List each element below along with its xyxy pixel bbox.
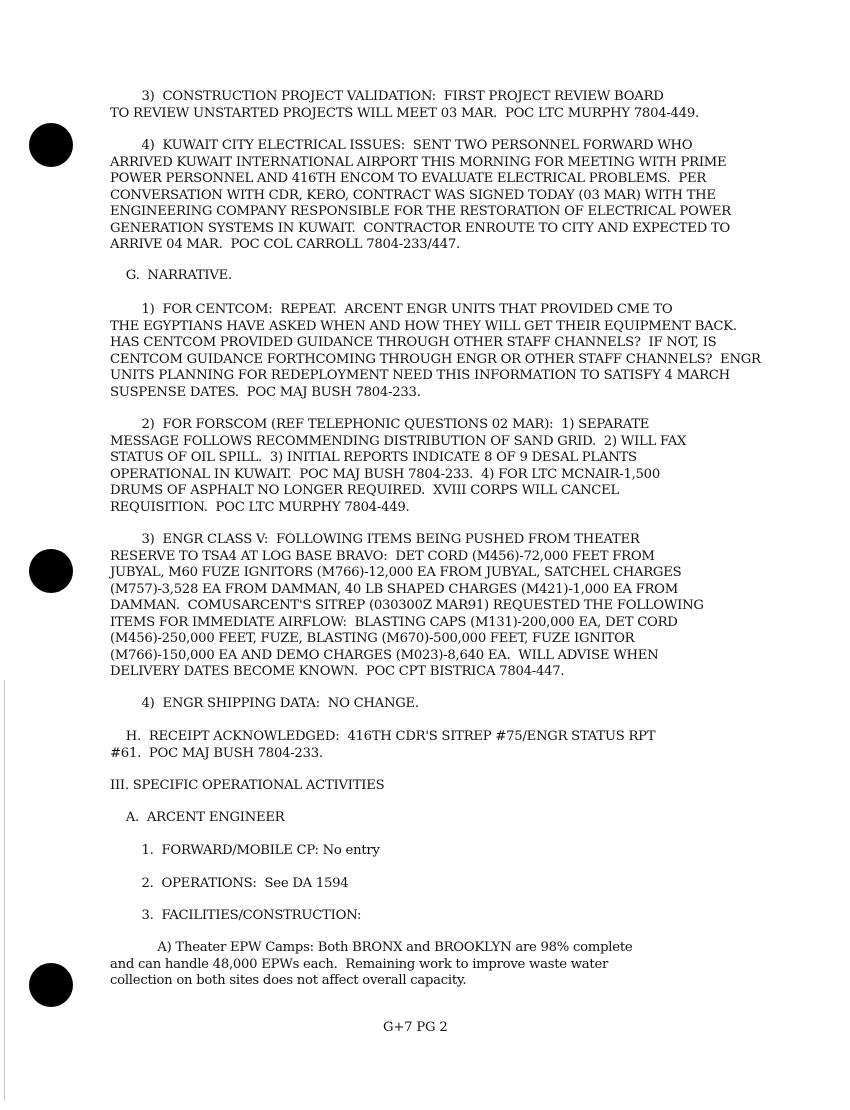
heading-narrative: G. NARRATIVE.	[110, 268, 232, 283]
paragraph-theater-epw-camps: A) Theater EPW Camps: Both BRONX and BROOKLYN are 98% complete and can handle 48,000 EPWs each. Remaining work to improve waste water collection on both sites does not affect overall capacity.	[110, 940, 633, 988]
paragraph-receipt-acknowledged: H. RECEIPT ACKNOWLEDGED: 416TH CDR'S SITREP #75/ENGR STATUS RPT #61. POC MAJ BUSH 7804-233.	[110, 729, 656, 761]
item-forward-mobile-cp: 1. FORWARD/MOBILE CP: No entry	[110, 843, 380, 858]
paragraph-forscom: 2) FOR FORSCOM (REF TELEPHONIC QUESTIONS 02 MAR): 1) SEPARATE MESSAGE FOLLOWS RECOMMENDING DISTRIBUTION OF SAND GRID. 2) WILL FAX STATUS OF OIL SPILL. 3) INITIAL REPORTS INDICATE 8 OF 9 DESAL PLANTS OPERATIONAL IN KUWAIT. POC MAJ BUSH 7804-233. 4) FOR LTC MCNAIR-1,500 DRUMS OF ASPHALT NO LONGER REQUIRED. XVIII CORPS WILL CANCEL REQUISITION. POC LTC MURPHY 7804-449.	[110, 417, 687, 515]
paragraph-kuwait-electrical: 4) KUWAIT CITY ELECTRICAL ISSUES: SENT TWO PERSONNEL FORWARD WHO ARRIVED KUWAIT INTERNATIONAL AIRPORT THIS MORNING FOR MEETING WITH PRIME POWER PERSONNEL AND 416TH ENCOM TO EVALUATE ELECTRICAL PROBLEMS. PER CONVERSATION WITH CDR, KERO, CONTRACT WAS SIGNED TODAY (03 MAR) WITH THE ENGINEERING COMPANY RESPONSIBLE FOR THE RESTORATION OF ELECTRICAL POWER GENERATION SYSTEMS IN KUWAIT. CONTRACTOR ENROUTE TO CITY AND EXPECTED TO ARRIVE 04 MAR. POC COL CARROLL 7804-233/447.	[110, 138, 731, 252]
paragraph-centcom: 1) FOR CENTCOM: REPEAT. ARCENT ENGR UNITS THAT PROVIDED CME TO THE EGYPTIANS HAVE ASKED WHEN AND HOW THEY WILL GET THEIR EQUIPMENT BACK. HAS CENTCOM PROVIDED GUIDANCE THROUGH OTHER STAFF CHANNELS? IF NOT, IS CENTCOM GUIDANCE FORTHCOMING THROUGH ENGR OR OTHER STAFF CHANNELS? ENGR UNITS PLANNING FOR REDEPLOYMENT NEED THIS INFORMATION TO SATISFY 4 MARCH SUSPENSE DATES. POC MAJ BUSH 7804-233.	[110, 302, 761, 400]
heading-arcent-engineer: A. ARCENT ENGINEER	[110, 810, 285, 825]
item-operations: 2. OPERATIONS: See DA 1594	[110, 876, 349, 891]
paragraph-engr-class-v: 3) ENGR CLASS V: FOLLOWING ITEMS BEING PUSHED FROM THEATER RESERVE TO TSA4 AT LOG BASE BRAVO: DET CORD (M456)-72,000 FEET FROM JUBYAL, M60 FUZE IGNITORS (M766)-12,000 EA FROM JUBYAL, SATCHEL CHARGES (M757)-3,528 EA FROM DAMMAN, 40 LB SHAPED CHARGES (M421)-1,000 EA FROM DAMMAN. COMUSARCENT'S SITREP (030300Z MAR91) REQUESTED THE FOLLOWING ITEMS FOR IMMEDIATE AIRFLOW: BLASTING CAPS (M131)-200,000 EA, DET CORD (M456)-250,000 FEET, FUZE, BLASTING (M670)-500,000 FEET, FUZE IGNITOR (M766)-150,000 EA AND DEMO CHARGES (M023)-8,640 EA. WILL ADVISE WHEN DELIVERY DATES BECOME KNOWN. POC CPT BISTRICA 7804-447.	[110, 532, 704, 679]
item-facilities-construction: 3. FACILITIES/CONSTRUCTION:	[110, 908, 362, 923]
heading-specific-operational-activities: III. SPECIFIC OPERATIONAL ACTIVITIES	[110, 778, 385, 793]
paragraph-construction-validation: 3) CONSTRUCTION PROJECT VALIDATION: FIRST PROJECT REVIEW BOARD TO REVIEW UNSTARTED PROJECTS WILL MEET 03 MAR. POC LTC MURPHY 7804-449.	[110, 89, 699, 121]
paragraph-engr-shipping: 4) ENGR SHIPPING DATA: NO CHANGE.	[110, 696, 419, 711]
page-footer: G+7 PG 2	[383, 1020, 448, 1035]
